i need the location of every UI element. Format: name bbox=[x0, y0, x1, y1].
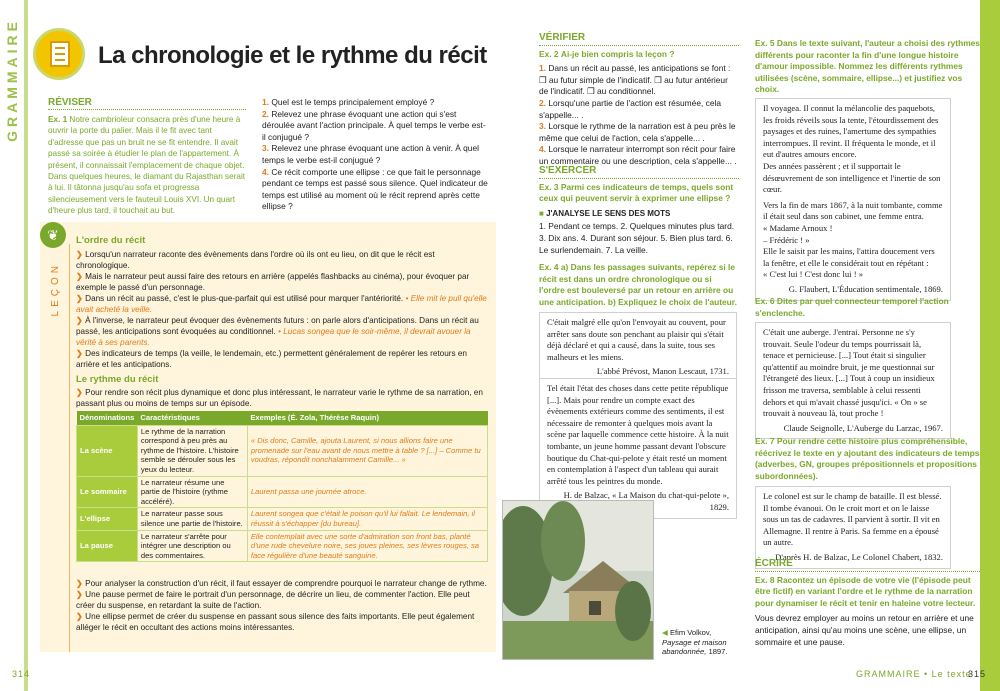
quote-source: D'après H. de Balzac, Le Colonel Chabert, 1832. bbox=[775, 551, 943, 562]
verifier-heading: VÉRIFIER bbox=[539, 32, 739, 46]
footer-label: GRAMMAIRE • Le texte bbox=[856, 669, 972, 679]
lecon-p2: ❯ Mais le narrateur peut aussi faire des retours en arrière (appelés flashbacks au cinéma), pour évoquer par exemple le passé d'un personnage. bbox=[76, 272, 470, 292]
lecon-p1: ❯ Lorsqu'un narrateur raconte des évènements dans l'ordre où ils ont eu lieu, on dit que le récit est chronologique. bbox=[76, 250, 435, 270]
quote-text: « C'est lui ! C'est donc lui ! » bbox=[763, 269, 864, 280]
row-name: Le sommaire bbox=[77, 476, 138, 508]
ex5-section bbox=[755, 38, 980, 96]
painting-caption: ◀ Efim Volkov, Paysage et maison abandonnée, 1897. bbox=[662, 628, 728, 657]
quote-text: Le colonel est sur le champ de bataille. Il est blessé. Il tombe évanoui. On le croit mort et on le laisse sous un tas de cadavres. Il parvient à sortir. Il vit en Allemagne. Il rentre à Paris. Sa femme en a épousé un autre. bbox=[763, 491, 942, 548]
row-example: « Dis donc, Camille, ajouta Laurent, si nous allions faire une promenade sur l'eau avant de nous mettre à table ? [...] – Comme tu voudras, répondit nonchalamment Camille... » bbox=[247, 425, 487, 476]
row-characteristic: Le narrateur résume une partie de l'histoire (rythme accéléré). bbox=[137, 476, 247, 508]
quote-text: Il voyagea. Il connut la mélancolie des paquebots, les froids réveils sous la tente, l'étourdissement des paysages et des ruines, l'amertume des sympathies interrompues. Il revint. Il fréquenta le monde, et il eut d'autres amours encore. bbox=[763, 103, 939, 160]
lecon-p6: ❯ Pour rendre son récit plus dynamique et donc plus intéressant, le narrateur varie le rythme de sa narration, en passant plus ou moins de temps sur un épisode. bbox=[76, 388, 483, 408]
quote-text: – Frédéric ! » bbox=[763, 234, 810, 245]
lecon-heading-ordre: L'ordre du récit bbox=[76, 235, 146, 246]
row-example: Laurent passa une journée atroce. bbox=[247, 476, 487, 508]
reviser-section bbox=[48, 97, 246, 217]
row-characteristic: Le narrateur s'arrête pour intégrer une description ou des commentaires. bbox=[137, 530, 247, 562]
verifier-item: 4. Lorsque le narrateur interrompt son récit pour faire un commentaire ou une description, cela s'appelle... . bbox=[539, 144, 737, 166]
exercer-section bbox=[539, 165, 739, 309]
verifier-item: 2. Lorsqu'une partie de l'action est résumée, cela s'appelle... . bbox=[539, 97, 721, 120]
table-header: Caractéristiques bbox=[137, 411, 247, 425]
ex3-items: 1. Pendant ce temps. 2. Quelques minutes plus tard. 3. Dix ans. 4. Durant son séjour. 5. Bien plus tard. 6. Le surlendemain. 7. La veille. bbox=[539, 221, 735, 255]
quote-balzac bbox=[539, 378, 737, 519]
ex3-subheading: ■ J'ANALYSE LE SENS DES MOTS bbox=[539, 208, 671, 218]
verifier-item: 3. Lorsque le rythme de la narration est à peu près le même que celui de l'action, cela s'appelle... . bbox=[539, 121, 736, 143]
quote-prevost bbox=[539, 312, 737, 383]
quote-source: L'abbé Prévost, Manon Lescaut, 1731. bbox=[596, 366, 729, 377]
quote-text: « Madame Arnoux ! bbox=[763, 222, 833, 233]
page-number-left: 314 bbox=[12, 669, 31, 679]
verifier-section bbox=[539, 32, 739, 168]
leaf-icon: ❦ bbox=[40, 222, 66, 248]
row-example: Elle contemplait avec une sorte d'admiration son front bas, planté d'une rude chevelure noire, ses joues pleines, ses lèvres rouges, sa face régulière d'une beauté sanguine. bbox=[247, 530, 487, 562]
quote-source: H. de Balzac, « La Maison du chat-qui-pelote », 1829. bbox=[563, 490, 729, 512]
ex8-text: Vous devrez employer au moins un retour en arrière et une anticipation, ainsi qu'au moins une scène, une ellipse, un sommaire et une pause. bbox=[755, 613, 974, 647]
row-example: Laurent songea que c'était le poison qu'il lui fallait. Le lendemain, il réussit à s'échapper [du bureau]. bbox=[247, 508, 487, 530]
painting-image bbox=[502, 500, 654, 660]
ex3-title: Ex. 3 Parmi ces indicateurs de temps, quels sont ceux qui peuvent servir à exprimer une ellipse ? bbox=[539, 181, 734, 204]
lecon-content bbox=[76, 235, 488, 409]
quote-text: Tel était l'état des choses dans cette petite république [...]. Mais pour rendre un compte exact des évènements extérieurs comme des sentiments, il est nécessaire de remonter à quelques mois avant la scène par laquelle commence cette histoire. À la nuit tombante, un jeune homme passant devant l'obscure boutique du Chat-qui-pelote y était resté un moment en contemplation à l'aspect d'un tableau qui aurait arrêté tous les peintres du monde. bbox=[547, 383, 729, 486]
table-row bbox=[77, 508, 488, 530]
page-title: La chronologie et le rythme du récit bbox=[98, 42, 487, 69]
question-item: 1. Quel est le temps principalement employé ? bbox=[262, 97, 435, 107]
ex6-title: Ex. 6 Dites par quel connecteur temporel l'action s'enclenche. bbox=[755, 296, 949, 318]
table-row bbox=[77, 530, 488, 562]
lecon-conclusion bbox=[76, 578, 488, 633]
ex2-title: Ex. 2 Ai-je bien compris la leçon ? bbox=[539, 48, 675, 59]
row-name: L'ellipse bbox=[77, 508, 138, 530]
quote-flaubert bbox=[755, 98, 951, 301]
row-characteristic: Le rythme de la narration correspond à peu près au rythme de l'histoire. L'histoire semble se dérouler sous les yeux du lecteur. bbox=[137, 425, 247, 476]
page-number-right: 315 bbox=[968, 669, 987, 679]
row-name: La pause bbox=[77, 530, 138, 562]
quote-text: Elle le saisit par les mains, l'attira doucement vers la fenêtre, et elle le considérait tout en répétant : bbox=[763, 246, 935, 268]
lecon-heading-rythme: Le rythme du récit bbox=[76, 374, 159, 385]
quote-text: C'était une auberge. J'entrai. Personne ne s'y trouvait. Seule l'odeur du temps pourrissait là, tenace et pernicieuse. [...] Tout était si singulier qu'attentif au moindre bruit, je me questionnai sur l'étrangeté des lieux. [...] Tout à coup un insidieux frisson me traversa, semblable à celui ressenti dehors et qui m'avait chassé jusqu'ici. « On » se trouvait à nouveau là, tout proche ! bbox=[763, 327, 935, 419]
ex5-title: Ex. 5 Dans le texte suivant, l'auteur a choisi des rythmes différents pour raconter la fin d'une longue histoire d'amour impossible. Nommez les différents rythmes utilisées (scène, sommaire, ellipse...) et justifiez vos choix. bbox=[755, 38, 980, 95]
question-item: 2. Relevez une phrase évoquant une action qui s'est déroulée avant l'action principale. À quel temps le verbe est-il conjugué ? bbox=[262, 108, 486, 142]
left-margin bbox=[0, 0, 31, 691]
ex7-section bbox=[755, 436, 980, 482]
exercer-heading: S'EXERCER bbox=[539, 165, 739, 179]
document-icon bbox=[33, 28, 85, 80]
ecrire-heading: ÉCRIRE bbox=[755, 558, 980, 572]
lecon-p3: ❯ Dans un récit au passé, c'est le plus-que-parfait qui est utilisé pour marquer l'antériorité. • Elle mit le pull qu'elle avait acheté la veille. bbox=[76, 294, 487, 314]
ex8-title: Ex. 8 Racontez un épisode de votre vie (l'épisode peut être fictif) en variant l'ordre et le rythme de la narration pour dynamiser le récit et tenir en haleine votre lecteur. bbox=[755, 574, 976, 608]
verifier-item: 1. Dans un récit au passé, les anticipations se font : ❒ au futur simple de l'indicatif. ❒ au futur antérieur de l'indicatif. ❒ au conditionnel. bbox=[539, 63, 731, 97]
row-characteristic: Le narrateur passe sous silence une partie de l'histoire. bbox=[137, 508, 247, 530]
questions-list bbox=[262, 97, 488, 213]
right-margin-band bbox=[980, 0, 1000, 691]
ecrire-section bbox=[755, 558, 980, 648]
quote-source: G. Flaubert, L'Éducation sentimentale, 1869. bbox=[788, 283, 943, 294]
ex6-section bbox=[755, 296, 980, 319]
quote-seignolle bbox=[755, 322, 951, 439]
ex7-title: Ex. 7 Pour rendre cette histoire plus compréhensible, réécrivez le texte en y ajoutant des indicateurs de temps (adverbes, GN, groupes prépositionnels et propositions subordonnées). bbox=[755, 436, 980, 481]
lecon-p7: ❯ Pour analyser la construction d'un récit, il faut essayer de comprendre pourquoi le narrateur change de rythme. bbox=[76, 579, 487, 588]
reviser-heading: RÉVISER bbox=[48, 97, 246, 110]
table-row bbox=[77, 425, 488, 476]
quote-source: Claude Seignolle, L'Auberge du Larzac, 1967. bbox=[783, 422, 943, 433]
question-item: 4. Ce récit comporte une ellipse : ce que fait le personnage pendant ce temps est passé sous silence. Quel indicateur de temps est utilisé au moment où le récit reprend après cette ellipse ? bbox=[262, 166, 488, 212]
quote-text: C'était malgré elle qu'on l'envoyait au couvent, pour arrêter sans doute son penchant au plaisir qui s'était déjà déclaré et qui a causé, dans la suite, tous ses malheurs et les miens. bbox=[547, 317, 726, 362]
quote-text: Vers la fin de mars 1867, à la nuit tombante, comme il était seul dans son cabinet, une femme entra. bbox=[763, 199, 943, 222]
section-label: GRAMMAIRE bbox=[4, 18, 20, 142]
reviser-text: Ex. 1 Notre cambrioleur consacra près d'une heure à ouvrir la porte du palier. Mais il le fit avec tant d'adresse que pas un bruit ne se fit entendre. Il avait passé sa soirée à étudier le plan de l'appartement. À présent, il connaissait l'emplacement de chaque objet. Dans quelques heures, le diamant du Rajasthan serait à lui. Il tâtonna jusqu'au sofa et progressa silencieusement vers le fauteuil Louis XVI. Un quart d'heure plus tard, il touchait au but. bbox=[48, 115, 246, 216]
question-item: 3. Relevez une phrase évoquant une action à venir. À quel temps le verbe est-il conjugué ? bbox=[262, 143, 479, 165]
lecon-p5: ❯ Des indicateurs de temps (la veille, le lendemain, etc.) permettent généralement de repérer les retours en arrière et les anticipations. bbox=[76, 349, 467, 369]
table-header: Exemples (É. Zola, Thérèse Raquin) bbox=[247, 411, 487, 425]
rhythm-table bbox=[76, 411, 488, 562]
quote-balzac-chabert bbox=[755, 486, 951, 569]
lecon-p9: ❯ Une ellipse permet de créer du suspense en passant sous silence des faits importants. Elle peut également alléger le récit en occultant des actions moins intéressantes. bbox=[76, 612, 475, 632]
lecon-p4: ❯ À l'inverse, le narrateur peut évoquer des évènements futurs : on parle alors d'anticipations. Dans un récit au passé, les anticipations sont évoquées au conditionnel. • Lucas songea que le soir-même, il devrait avouer la vérité à ses parents. bbox=[76, 316, 479, 347]
table-row bbox=[77, 476, 488, 508]
ex4-title: Ex. 4 a) Dans les passages suivants, repérez si le récit est dans un ordre chronologique ou si l'ordre est bouleversé par un retour en arrière ou une anticipation. b) Expliquez le choix de l'auteur. bbox=[539, 262, 737, 307]
lecon-label: LEÇON bbox=[50, 262, 61, 317]
side-bar bbox=[24, 0, 28, 691]
quote-text: Des années passèrent ; et il supportait le désœuvrement de son intelligence et l'inertie de son cœur. bbox=[763, 160, 941, 195]
row-name: La scène bbox=[77, 425, 138, 476]
table-header: Dénominations bbox=[77, 411, 138, 425]
lecon-p8: ❯ Une pause permet de faire le portrait d'un personnage, de décrire un lieu, de commenter l'action. Elle peut créer du suspense, en retardant la suite de l'action. bbox=[76, 590, 470, 610]
